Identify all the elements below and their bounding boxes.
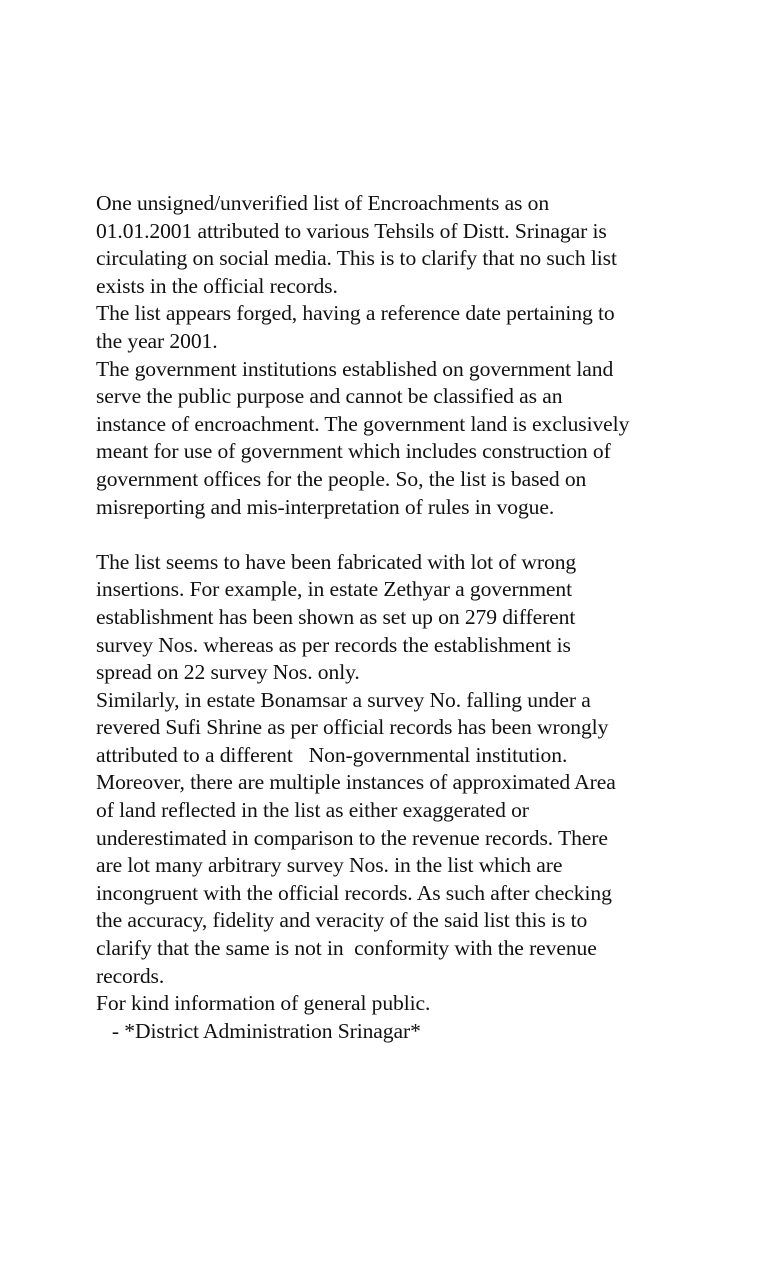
paragraph-forged [96, 300, 696, 355]
paragraph-spacer [96, 521, 696, 549]
text-line: clarify that the same is not in conformity with the revenue [96, 936, 597, 961]
text-line: meant for use of government which includes construction of [96, 439, 611, 464]
text-line: establishment has been shown as set up on 279 different [96, 604, 576, 629]
text-line: incongruent with the official records. As such after checking [96, 880, 612, 905]
text-line: attributed to a different Non-governmental institution. [96, 742, 568, 767]
text-line: insertions. For example, in estate Zethyar a government [96, 577, 573, 602]
text-line: exists in the official records. [96, 273, 338, 298]
text-line: serve the public purpose and cannot be classified as an [96, 384, 563, 409]
paragraph-public-info [96, 990, 696, 1018]
text-line: 01.01.2001 attributed to various Tehsils of Distt. Srinagar is [96, 218, 607, 243]
notice-document [96, 190, 696, 1045]
paragraph-fabricated [96, 549, 696, 687]
text-line: Similarly, in estate Bonamsar a survey No. falling under a [96, 687, 591, 712]
text-line: the accuracy, fidelity and veracity of the said list this is to [96, 908, 588, 933]
text-line: spread on 22 survey Nos. only. [96, 660, 360, 685]
text-line: Moreover, there are multiple instances of approximated Area [96, 770, 616, 795]
text-line: instance of encroachment. The government land is exclusively [96, 411, 630, 436]
signature: - *District Administration Srinagar* [96, 1018, 421, 1043]
text-line: For kind information of general public. [96, 991, 431, 1016]
text-line: misreporting and mis-interpretation of rules in vogue. [96, 494, 555, 519]
text-line: underestimated in comparison to the revenue records. There [96, 825, 608, 850]
text-line: The list seems to have been fabricated with lot of wrong [96, 549, 577, 574]
text-line: the year 2001. [96, 328, 218, 353]
paragraph-bonamsar [96, 687, 696, 991]
text-line: survey Nos. whereas as per records the establishment is [96, 632, 571, 657]
text-line: of land reflected in the list as either exaggerated or [96, 798, 529, 823]
paragraph-government-land [96, 356, 696, 522]
text-line: revered Sufi Shrine as per official records has been wrongly [96, 715, 609, 740]
text-line: The list appears forged, having a reference date pertaining to [96, 301, 615, 326]
text-line: One unsigned/unverified list of Encroachments as on [96, 191, 550, 215]
text-line: government offices for the people. So, the list is based on [96, 466, 587, 491]
paragraph-clarification [96, 190, 696, 300]
text-line: circulating on social media. This is to clarify that no such list [96, 246, 617, 271]
text-line: records. [96, 963, 165, 988]
text-line: The government institutions established on government land [96, 356, 614, 381]
text-line: are lot many arbitrary survey Nos. in the list which are [96, 853, 563, 878]
